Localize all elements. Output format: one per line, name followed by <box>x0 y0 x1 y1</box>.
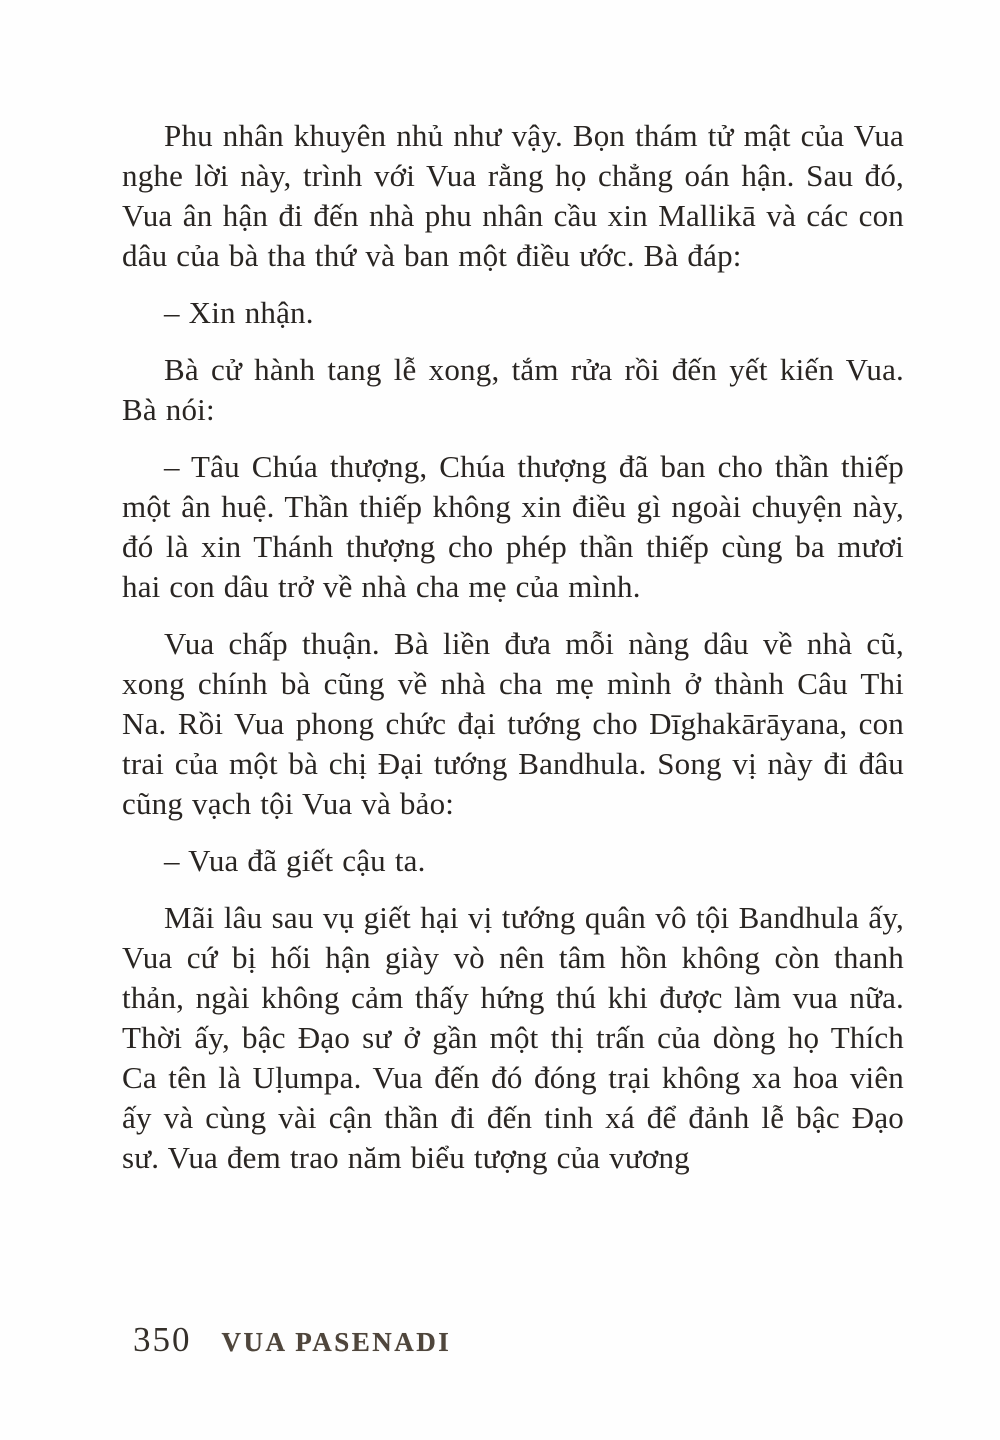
paragraph: Phu nhân khuyên nhủ như vậy. Bọn thám tử mật của Vua nghe lời này, trình với Vua rằng họ chẳng oán hận. Sau đó, Vua ân hận đi đến nhà phu nhân cầu xin Mallikā và các con dâu của bà tha thứ và ban một điều ước. Bà đáp: <box>122 118 904 273</box>
paragraph: Vua chấp thuận. Bà liền đưa mỗi nàng dâu về nhà cũ, xong chính bà cũng về nhà cha mẹ mình ở thành Câu Thi Na. Rồi Vua phong chức đại tướng cho Dīghakārāyana, con trai của một bà chị Đại tướng Bandhula. Song vị này đi đâu cũng vạch tội Vua và bảo: <box>122 626 904 821</box>
running-title: VUA PASENADI <box>221 1327 452 1357</box>
paragraph: Mãi lâu sau vụ giết hại vị tướng quân vô tội Bandhula ấy, Vua cứ bị hối hận giày vò nên tâm hồn không còn thanh thản, ngài không cảm thấy hứng thú khi được làm vua nữa. Thời ấy, bậc Đạo sư ở gần một thị trấn của dòng họ Thích Ca tên là Uḷumpa. Vua đến đó đóng trại không xa hoa viên ấy và cùng vài cận thần đi đến tinh xá để đảnh lễ bậc Đạo sư. Vua đem trao năm biểu tượng của vương <box>122 900 904 1175</box>
text-block <box>122 116 904 1195</box>
page-number: 350 <box>133 1320 192 1359</box>
dialogue-line: – Xin nhận. <box>164 295 314 330</box>
dialogue-paragraph: – Tâu Chúa thượng, Chúa thượng đã ban cho thần thiếp một ân huệ. Thần thiếp không xin điều gì ngoài chuyện này, đó là xin Thánh thượng cho phép thần thiếp cùng ba mươi hai con dâu trở về nhà cha mẹ của mình. <box>122 449 904 604</box>
page-footer <box>133 1322 451 1358</box>
dialogue-line: – Vua đã giết cậu ta. <box>164 843 426 878</box>
paragraph: Bà cử hành tang lễ xong, tắm rửa rồi đến yết kiến Vua. Bà nói: <box>122 352 904 427</box>
